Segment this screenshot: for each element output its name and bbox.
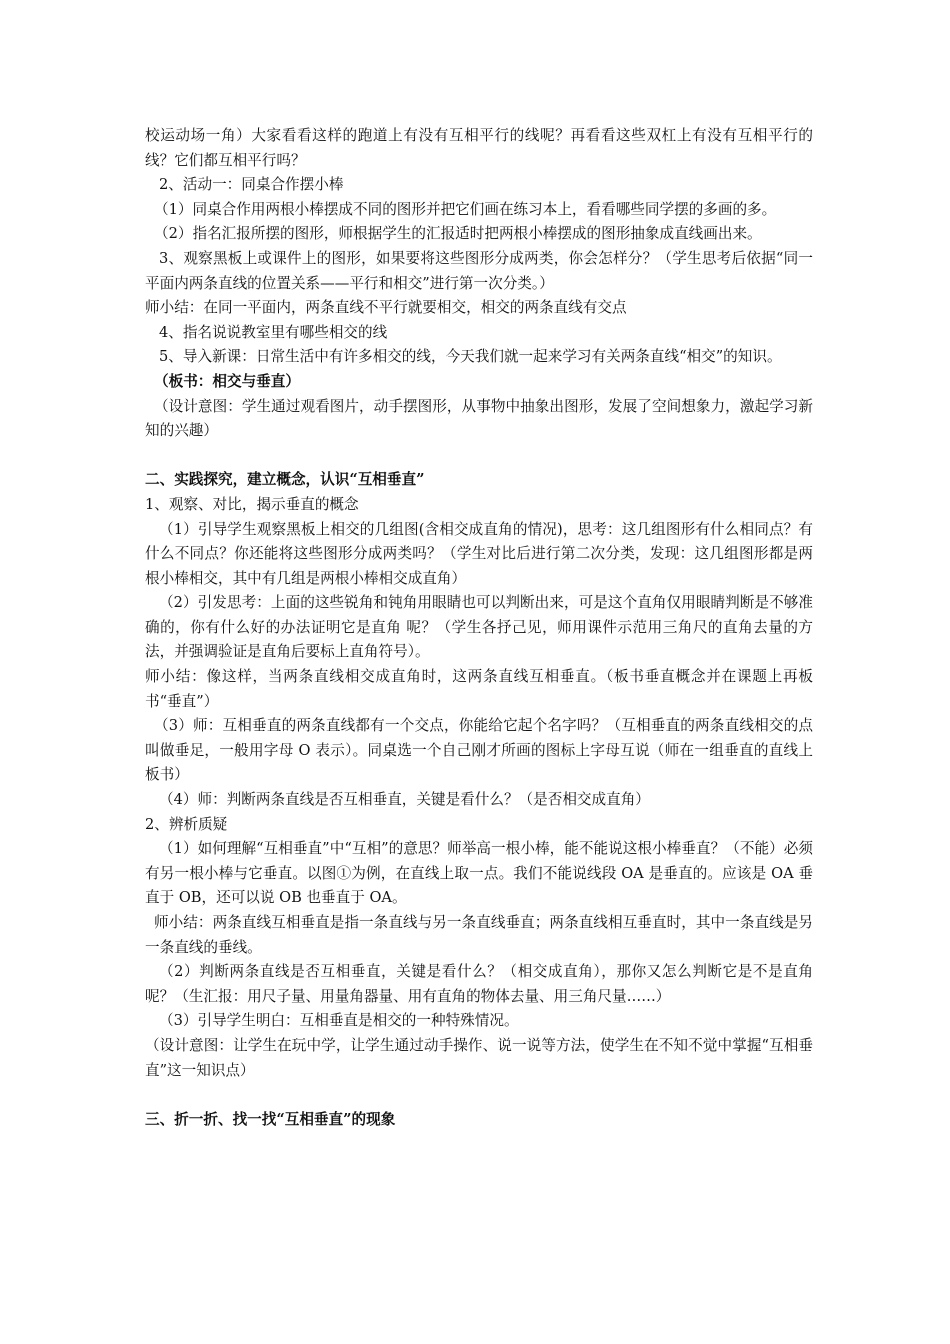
subsection-heading: 2、辨析质疑	[145, 815, 228, 833]
paragraph: 5、导入新课：日常生活中有许多相交的线，今天我们就一起来学习有关两条直线“相交”的知识。	[159, 348, 782, 366]
paragraph: （3）师：互相垂直的两条直线都有一个交点，你能给它起个名字吗？（互相垂直的两条直线相交的点叫做垂足，一般用字母 O 表示）。同桌选一个自己刚才所画的图标上字母互说（师在一组垂直的直线上板书）	[145, 717, 813, 784]
paragraph: （1）引导学生观察黑板上相交的几组图(含相交成直角的情况)，思考：这几组图形有什么相同点？有什么不同点？你还能将这些图形分成两类吗？（学生对比后进行第二次分类，发现：这几组图形都是两根小棒相交，其中有几组是两根小棒相交成直角）	[145, 520, 813, 587]
paragraph: （1）如何理解“互相垂直”中“互相”的意思？师举高一根小棒，能不能说这根小棒垂直？（不能）必须有另一根小棒与它垂直。以图①为例，在直线上取一点。我们不能说线段 OA 是垂直的。应该是 OA 垂直于 OB，还可以说 OB 也垂直于 OA。	[145, 840, 813, 907]
paragraph: （2）判断两条直线是否互相垂直，关键是看什么？（相交成直角），那你又怎么判断它是不是直角呢？（生汇报：用尺子量、用量角器量、用有直角的物体去量、用三角尺量……）	[145, 963, 813, 1005]
paragraph: 4、指名说说教室里有哪些相交的线	[159, 323, 388, 341]
paragraph: （3）引导学生明白：互相垂直是相交的一种特殊情况。	[159, 1012, 519, 1030]
design-intent-note: （设计意图：学生通过观看图片，动手摆图形，从事物中抽象出图形，发展了空间想象力，激起学习新知的兴趣）	[145, 397, 813, 440]
document-body	[145, 124, 813, 1132]
summary-paragraph: 师小结：在同一平面内，两条直线不平行就要相交，相交的两条直线有交点	[145, 299, 627, 317]
blank-line	[145, 1083, 813, 1108]
blank-line	[145, 444, 813, 469]
board-note: （板书：相交与垂直）	[154, 372, 300, 390]
paragraph: 校运动场一角）大家看看这样的跑道上有没有互相平行的线呢？再看看这些双杠上有没有互相平行的线？它们都互相平行吗？	[145, 127, 813, 169]
section-heading: 三、折一折、找一找“互相垂直”的现象	[145, 1110, 396, 1128]
paragraph: 3、观察黑板上或课件上的图形，如果要将这些图形分成两类，你会怎样分？（学生思考后依据“同一平面内两条直线的位置关系——平行和相交”进行第一次分类。）	[145, 249, 813, 292]
paragraph: （2）指名汇报所摆的图形，师根据学生的汇报适时把两根小棒摆成的图形抽象成直线画出来。	[154, 225, 762, 243]
section-heading: 二、实践探究，建立概念，认识“互相垂直”	[145, 471, 425, 489]
summary-paragraph: 师小结：像这样，当两条直线相交成直角时，这两条直线互相垂直。（板书垂直概念并在课题上再板书“垂直”）	[145, 668, 813, 710]
subsection-heading: 1、观察、对比，揭示垂直的概念	[145, 495, 359, 513]
summary-paragraph: 师小结：两条直线互相垂直是指一条直线与另一条直线垂直；两条直线相互垂直时，其中一条直线是另一条直线的垂线。	[145, 914, 813, 956]
paragraph: （1）同桌合作用两根小棒摆成不同的图形并把它们画在练习本上，看看哪些同学摆的多画的多。	[154, 200, 777, 218]
paragraph: 2、活动一：同桌合作摆小棒	[159, 176, 344, 194]
paragraph: （4）师：判断两条直线是否互相垂直，关键是看什么？（是否相交成直角）	[159, 791, 650, 809]
design-intent-note: （设计意图：让学生在玩中学，让学生通过动手操作、说一说等方法，使学生在不知不觉中掌握“互相垂直”这一知识点）	[145, 1036, 813, 1079]
paragraph: （2）引发思考：上面的这些锐角和钝角用眼睛也可以判断出来，可是这个直角仅用眼睛判断是不够准确的，你有什么好的办法证明它是直角 呢？（学生各抒己见，师用课件示范用三角尺的直角去量的方法，并强调验证是直角后要标上直角符号）。	[145, 594, 813, 661]
